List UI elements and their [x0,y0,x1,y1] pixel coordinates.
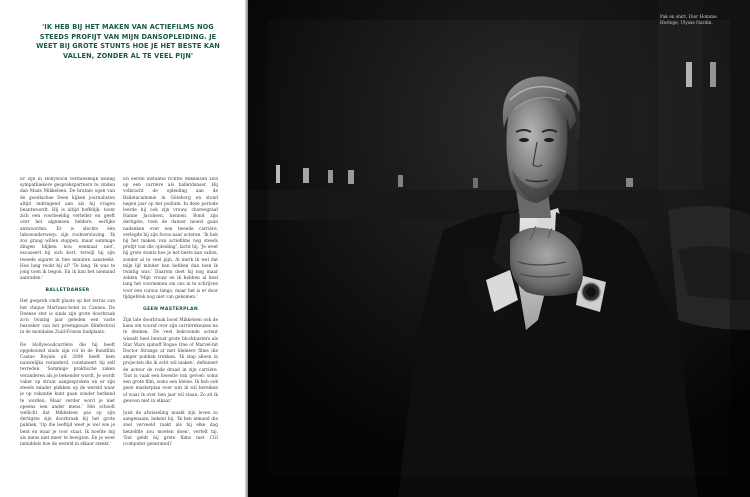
paragraph: Er zijn in Hollywood vermoedelijk weinig sympathiekere gesprekspartners te vinden dan Mads Mikkelsen. De brutale ogen van de goedlachse Deen kijken journalisten altijd indringend aan als hij vragen beantwoordt. Hij is altijd hoffelijk, toont zich een voorbeeldig verteller en geeft over het algemeen heldere, eerlijke antwoorden. Er is slechts één taboeonderwerp: zijn rookverslaving. 'Ik zou graag willen stoppen, maar sommige dingen blijken nou eenmaal niet', excuseert hij zich kort, terwijl hij zijn tweede sigaret in tien minuten aansteekt. Hoe lang rookt hij al? 'Te lang. Ik was te jong toen ik begon. En ik kan het niemand aanraden.' [20,177,115,282]
paragraph: Juist de afwisseling maakt zijn leven zo aangenaam, bekent hij. 'Ik ben iemand die snel verveeld raakt als hij elke dag hetzelfde zou moeten doen', vertelt hij. 'Dat geldt bij grote films met CGI (computer generated)' [123,410,218,447]
paragraph: Zijn late doorbraak bood Mikkelsen ook de kans om vooraf over zijn carrièrekeuzes na te denken. De veel bekroonde acteur wisselt heel bewust grote blockbusters als Star Wars spinoff Rogue One of Marvel-hit Doctor Strange af met kleinere films die amper publiek trekken. 'Ik stap alleen in projecten die ik echt wil maken', definieert de acteur de rode draad in zijn carrière. 'Dat is vaak een kwestie van gevoel: soms een grote film, soms een kleine. Ik heb ook geen masterplan over wat ik wil bereiken of waar ik over tien jaar wil staan. Zo zit ik gewoon niet in elkaar.' [123,318,218,404]
article-text-page [0,0,246,497]
pull-quote: 'IK HEB BIJ HET MAKEN VAN ACTIEFILMS NOG STEEDS PROFIJT VAN MIJN DANSOPLEIDING. JE WEET BIJ GROTE STUNTS HOE JE HET BESTE KAN VALLEN, ZONDER AL TE VEEL PIJN' [36,23,220,60]
portrait-photo-page [248,0,750,497]
text-column-1 [20,177,115,493]
text-column-2 [123,177,218,493]
caption-line: Pak en shirt, Dior Homme. [660,15,718,20]
paragraph: Het gesprek vindt plaats op het terras van het chique Martinez-hotel in Cannes. De Deense ster is sinds zijn grote doorbraak zo'n twintig jaar geleden een vaste bezoeker van het prestigieuze filmfestival in de mondaine Zuid-Franse badplaats. [20,299,115,336]
photo-caption [660,15,742,27]
caption-line: Horloge, Ulysse Nardin. [660,21,713,27]
paragraph: En eerste instantie richtte Mikkelsen zich op een carrière als balletdanser. Hij volbracht de opleiding aan de Balletacademie in Göteborg en stond negen jaar op het podium. In deze periode leerde hij ook zijn vrouw, choreograaf Hanne Jacobsen, kennen. Rond zijn dertigste, toen de danser moest gaan nadenken over een tweede carrière, verlegde hij zijn focus naar acteren. 'Ik heb bij het maken van actiefilms nog steeds profijt van die opleiding', lacht hij. 'Je weet bij grote stunts hoe je het beste kan vallen, zonder al te veel pijn. Al merk ik wel dat mijn lijf minder kan hebben dan toen ik twintig was.' Daarom doet hij nog maar zelden 'Mijn vrouw en ik hebben al heel lang het voornemen om ons in te schrijven voor een cursus tango, maar het is er door tijdgebrek nog niet van gekomen.' [123,177,218,300]
paragraph: De Hollywoodcarrière die hij heeft opgebouwd sinds zijn rol in de Bondfilm Casino Royale uit 2006 heeft hem nauwelijks veranderd, constateert hij zelf tevreden. 'Sommige praktische zaken veranderen als je bekender wordt. Je wordt vaker op straat aangesproken en er zijn steeds minder plekken op de wereld waar je op vakantie kunt gaan zonder herkend te worden. Maar verder word je niet opeens een ander mens.' Het schoolt wellicht dat Mikkelsen pas op zijn dertigste zijn doorbraak bij het grote publiek. 'Op die leeftijd weet je wel wie je bent en waar je voor staat. Ik hoefde mij als mens niet meer te bewijzen. En je weet inmiddels hoe de wereld in elkaar steekt.' [20,342,115,447]
portrait-photo [248,0,750,497]
section-subhead: BALLETDANSER [45,288,90,294]
section-subhead: GEEN MASTERPLAN [143,307,198,313]
